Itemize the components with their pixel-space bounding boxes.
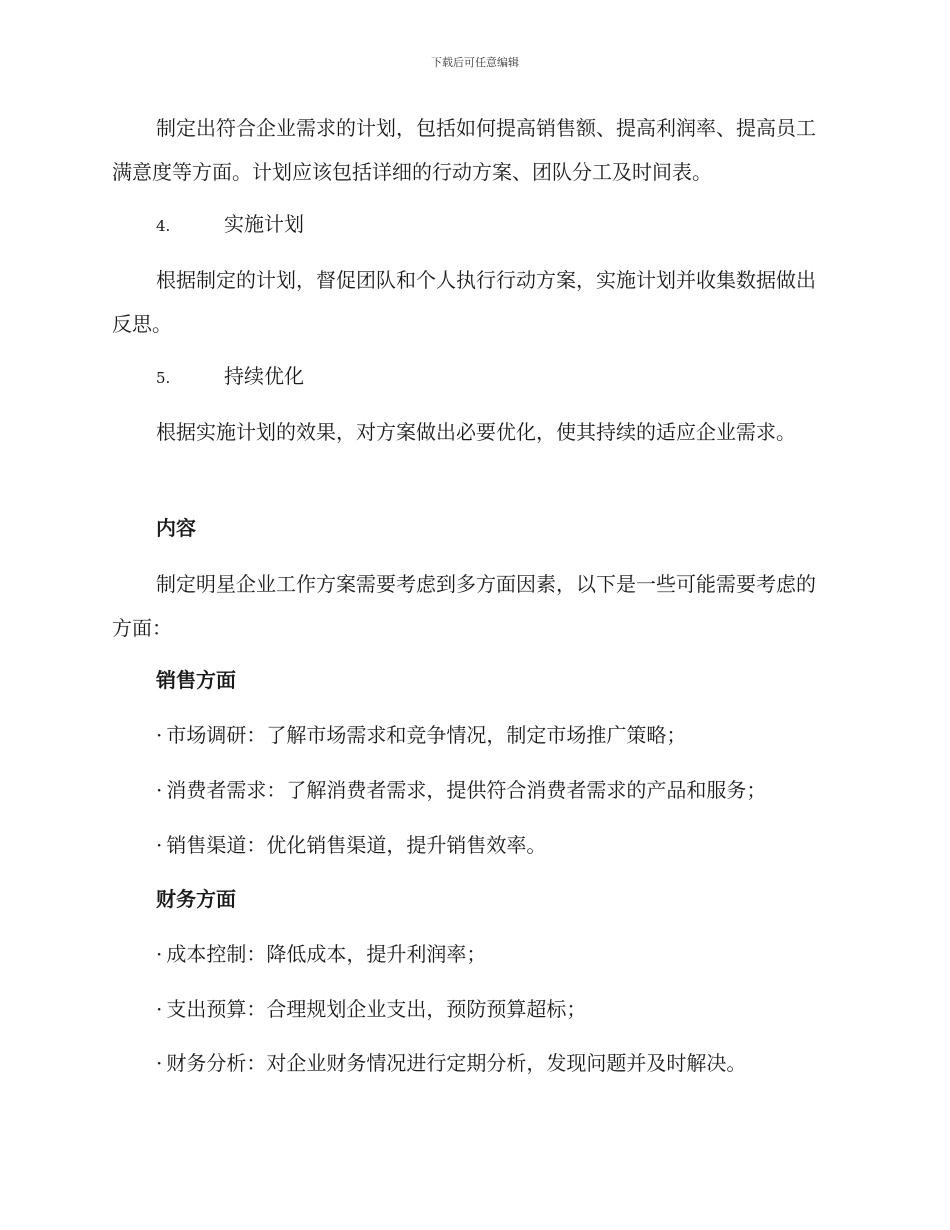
- paragraph-optimize-text: 根据实施计划的效果，对方案做出必要优化，使其持续的适应企业需求。: [156, 420, 796, 444]
- paragraph-content-text: 制定明星企业工作方案需要考虑到多方面因素，以下是一些可能需要考虑的方面：: [112, 572, 816, 640]
- bullet-icon: ·: [156, 997, 163, 1021]
- sales-heading: 销售方面: [156, 668, 236, 692]
- list-item-text: 消费者需求：了解消费者需求，提供符合消费者需求的产品和服务；: [166, 778, 767, 802]
- paragraph-implement-text: 根据制定的计划，督促团队和个人执行行动方案，实施计划并收集数据做出反思。: [112, 268, 816, 336]
- content-heading: 内容: [156, 516, 196, 540]
- list-item-text: 成本控制：降低成本，提升利润率；: [166, 942, 487, 966]
- bullet-icon: ·: [156, 778, 163, 802]
- list-item: [156, 932, 486, 976]
- step-5-title: 持续优化: [224, 364, 304, 388]
- step-5-heading: [156, 354, 304, 400]
- list-item-text: 销售渠道：优化销售渠道，提升销售效率。: [166, 833, 547, 857]
- step-4-heading: [156, 202, 304, 248]
- bullet-icon: ·: [156, 723, 163, 747]
- step-5-number: 5.: [156, 369, 171, 387]
- step-4-number: 4.: [156, 217, 171, 235]
- bullet-icon: ·: [156, 942, 163, 966]
- paragraph-optimize: [112, 410, 832, 454]
- list-item: [156, 987, 586, 1031]
- step-4-title: 实施计划: [224, 212, 304, 236]
- page-header-note: 下载后可任意编辑: [431, 56, 519, 69]
- list-item: [156, 1041, 746, 1085]
- paragraph-plan: [112, 106, 832, 194]
- list-item-text: 支出预算：合理规划企业支出，预防预算超标；: [166, 997, 587, 1021]
- list-item: [156, 768, 766, 812]
- bullet-icon: ·: [156, 1051, 163, 1075]
- paragraph-plan-text: 制定出符合企业需求的计划，包括如何提高销售额、提高利润率、提高员工满意度等方面。计划应该包括详细的行动方案、团队分工及时间表。: [112, 116, 816, 184]
- list-item: [156, 713, 686, 757]
- finance-heading: 财务方面: [156, 887, 236, 911]
- bullet-icon: ·: [156, 833, 163, 857]
- paragraph-content: [112, 562, 832, 650]
- list-item: [156, 823, 546, 867]
- paragraph-implement: [112, 258, 832, 346]
- list-item-text: 财务分析：对企业财务情况进行定期分析，发现问题并及时解决。: [166, 1051, 747, 1075]
- list-item-text: 市场调研：了解市场需求和竞争情况，制定市场推广策略；: [166, 723, 687, 747]
